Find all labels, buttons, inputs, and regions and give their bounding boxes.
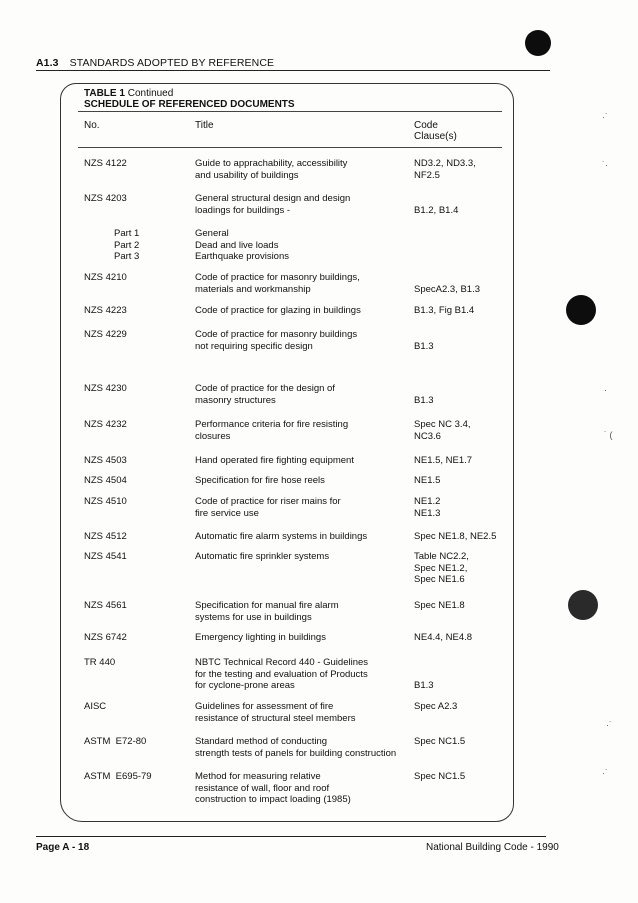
document-title (195, 736, 405, 759)
table-title: SCHEDULE OF REFERENCED DOCUMENTS (84, 99, 295, 110)
document-title-line: fire service use (195, 507, 259, 519)
document-number: NZS 4223 (84, 305, 127, 316)
code-clause-line: NF2.5 (414, 169, 440, 181)
code-clauses (414, 701, 514, 713)
scan-speck: ·˙ (602, 768, 608, 778)
document-title-line: materials and workmanship (195, 283, 311, 295)
document-number: NZS 4232 (84, 419, 127, 430)
document-number: NZS 4203 (84, 193, 127, 204)
document-number: NZS 4229 (84, 329, 127, 340)
document-title-line: NBTC Technical Record 440 - Guidelines (195, 657, 369, 668)
document-title-line: Guidelines for assessment of fire (195, 701, 334, 712)
code-clause-line (414, 657, 514, 669)
document-number: TR 440 (84, 657, 116, 668)
scan-speck: ˙ ( (604, 430, 613, 440)
document-title-line: strength tests of panels for building construction (195, 747, 397, 759)
code-clause-line: Spec NC1.5 (414, 771, 466, 782)
code-clause-line: B1.3 (414, 340, 434, 352)
code-clauses (414, 305, 514, 317)
document-title-line: masonry structures (195, 394, 276, 406)
document-number: ASTM E72-80 (84, 736, 147, 747)
document-title-line: construction to impact loading (1985) (195, 794, 351, 805)
code-clause-line: NE1.2 (414, 496, 441, 507)
code-clauses (414, 193, 514, 216)
scan-speck: · (604, 385, 607, 395)
binder-hole (566, 295, 596, 325)
document-title-line: Method for measuring relative (195, 771, 321, 782)
document-title (195, 305, 405, 317)
table-top-rule (78, 111, 502, 112)
code-clause-line: Spec NE1.8, NE2.5 (414, 531, 497, 542)
section-title: STANDARDS ADOPTED BY REFERENCE (69, 57, 275, 69)
column-header-title: Title (195, 120, 214, 131)
table-label: TABLE 1 (84, 88, 125, 99)
document-title-line: not requiring specific design (195, 340, 313, 352)
binder-hole (525, 30, 551, 56)
document-number: NZS 4210 (84, 272, 127, 283)
page-number: Page A - 18 (36, 842, 90, 853)
document-number: NZS 6742 (84, 632, 127, 643)
document-title-line: Code of practice for masonry buildings, (195, 272, 360, 283)
document-title-line: for cyclone-prone areas (195, 680, 295, 691)
document-title-line: Code of practice for riser mains for (195, 496, 341, 507)
document-number: NZS 4561 (84, 600, 127, 611)
document-title-line: Code of practice for masonry buildings (195, 329, 358, 340)
section-number: A1.3 (36, 57, 59, 69)
code-clause-line (414, 329, 514, 341)
section-header (36, 57, 274, 69)
part-title: General (195, 228, 229, 239)
code-clauses (414, 771, 514, 783)
document-title-line: Specification for manual fire alarm (195, 600, 339, 611)
code-clause-line: Spec NE1.8 (414, 600, 465, 611)
document-title-line: for the testing and evaluation of Products (195, 668, 368, 680)
column-header-code (414, 120, 457, 142)
code-clauses (414, 272, 514, 295)
code-clause-line: B1.3 (414, 394, 434, 406)
code-clause-line: Spec NC 3.4, (414, 419, 471, 430)
code-clause-line (414, 669, 514, 681)
document-title (195, 551, 405, 563)
code-clause-line: B1.2, B1.4 (414, 204, 459, 216)
code-clauses (414, 455, 514, 467)
document-title (195, 496, 405, 519)
code-clause-line: Table NC2.2, (414, 551, 469, 562)
column-header-code-line: Code (414, 120, 438, 131)
document-title-line: Code of practice for glazing in buildings (195, 305, 361, 316)
code-clauses (414, 531, 514, 543)
part-title: Dead and live loads (195, 239, 279, 251)
code-clause-line: B1.3 (414, 680, 434, 691)
document-title (195, 771, 405, 806)
document-title-line: resistance of wall, floor and roof (195, 782, 330, 794)
code-clause-line: Spec NE1.2, (414, 562, 468, 574)
table-label-suffix: Continued (127, 88, 174, 99)
document-number: NZS 4122 (84, 158, 127, 169)
document-title-line: resistance of structural steel members (195, 712, 356, 724)
code-clause-line: Spec NC1.5 (414, 736, 466, 747)
code-clauses (414, 158, 514, 181)
document-title (195, 455, 405, 467)
code-clause-line: NE1.5, NE1.7 (414, 455, 473, 466)
code-clauses (414, 632, 514, 644)
document-title-line: Code of practice for the design of (195, 383, 335, 394)
code-clause-line: NC3.6 (414, 430, 441, 442)
document-number: AISC (84, 701, 107, 712)
scan-speck: ·˙ (602, 112, 608, 122)
code-clauses (414, 329, 514, 352)
code-clause-line: B1.3, Fig B1.4 (414, 305, 475, 316)
code-clause-line: NE1.5 (414, 475, 441, 486)
code-clause-line (414, 193, 514, 205)
document-number: NZS 4541 (84, 551, 127, 562)
document-number: NZS 4230 (84, 383, 127, 394)
code-clause-line: SpecA2.3, B1.3 (414, 283, 481, 295)
document-title (195, 701, 405, 724)
document-number: NZS 4503 (84, 455, 127, 466)
part-number: Part 3 (114, 251, 140, 262)
document-number: NZS 4504 (84, 475, 127, 486)
document-title (195, 193, 405, 216)
document-title-line: closures (195, 430, 231, 442)
document-title (195, 329, 405, 352)
document-number: NZS 4510 (84, 496, 127, 507)
document-number: ASTM E695-79 (84, 771, 152, 782)
document-title-line: Performance criteria for fire resisting (195, 419, 349, 430)
document-title-line: Guide to apprachability, accessibility (195, 158, 348, 169)
code-clause-line: NE1.3 (414, 507, 441, 519)
document-title (195, 657, 405, 692)
document-title-line: Specification for fire hose reels (195, 475, 325, 486)
code-clause-line: ND3.2, ND3.3, (414, 158, 476, 169)
document-title (195, 419, 405, 442)
footer-rule (36, 836, 546, 837)
scan-speck: ˙· (602, 160, 608, 170)
document-title-line: General structural design and design (195, 193, 351, 204)
part-number: Part 1 (114, 228, 140, 239)
document-title (195, 600, 405, 623)
document-title (195, 632, 405, 644)
code-clause-line: Spec NE1.6 (414, 574, 465, 585)
code-clauses (414, 419, 514, 442)
document-title-line: systems for use in buildings (195, 611, 312, 623)
document-title (195, 272, 405, 295)
publication-name: National Building Code - 1990 (426, 842, 559, 853)
table-caption (84, 88, 295, 110)
document-number: NZS 4512 (84, 531, 127, 542)
code-clauses (414, 475, 514, 487)
binder-hole (568, 590, 598, 620)
code-clause-line: Spec A2.3 (414, 701, 458, 712)
part-title: Earthquake provisions (195, 251, 289, 262)
code-clauses (414, 657, 514, 692)
scan-speck: ·˙ (606, 720, 612, 730)
document-title (195, 383, 405, 406)
document-title-line: and usability of buildings (195, 169, 299, 181)
code-clauses (414, 383, 514, 406)
column-header-rule (78, 147, 502, 148)
document-title-line: Automatic fire alarm systems in buildings (195, 531, 368, 542)
code-clause-line (414, 383, 514, 395)
code-clauses (414, 600, 514, 612)
document-title-line: Hand operated fire fighting equipment (195, 455, 354, 466)
document-title-line: Standard method of conducting (195, 736, 328, 747)
column-header-no: No. (84, 120, 100, 131)
document-title (195, 158, 405, 181)
code-clause-line: NE4.4, NE4.8 (414, 632, 473, 643)
document-title-line: Emergency lighting in buildings (195, 632, 326, 643)
document-title-line: loadings for buildings - (195, 204, 291, 216)
code-clauses (414, 551, 514, 586)
column-header-code-line: Clause(s) (414, 131, 457, 142)
code-clauses (414, 496, 514, 519)
header-rule (36, 70, 550, 71)
document-title-line: Automatic fire sprinkler systems (195, 551, 330, 562)
code-clause-line (414, 272, 514, 284)
part-number: Part 2 (114, 239, 140, 251)
document-title (195, 531, 405, 543)
code-clauses (414, 736, 514, 748)
document-title (195, 475, 405, 487)
